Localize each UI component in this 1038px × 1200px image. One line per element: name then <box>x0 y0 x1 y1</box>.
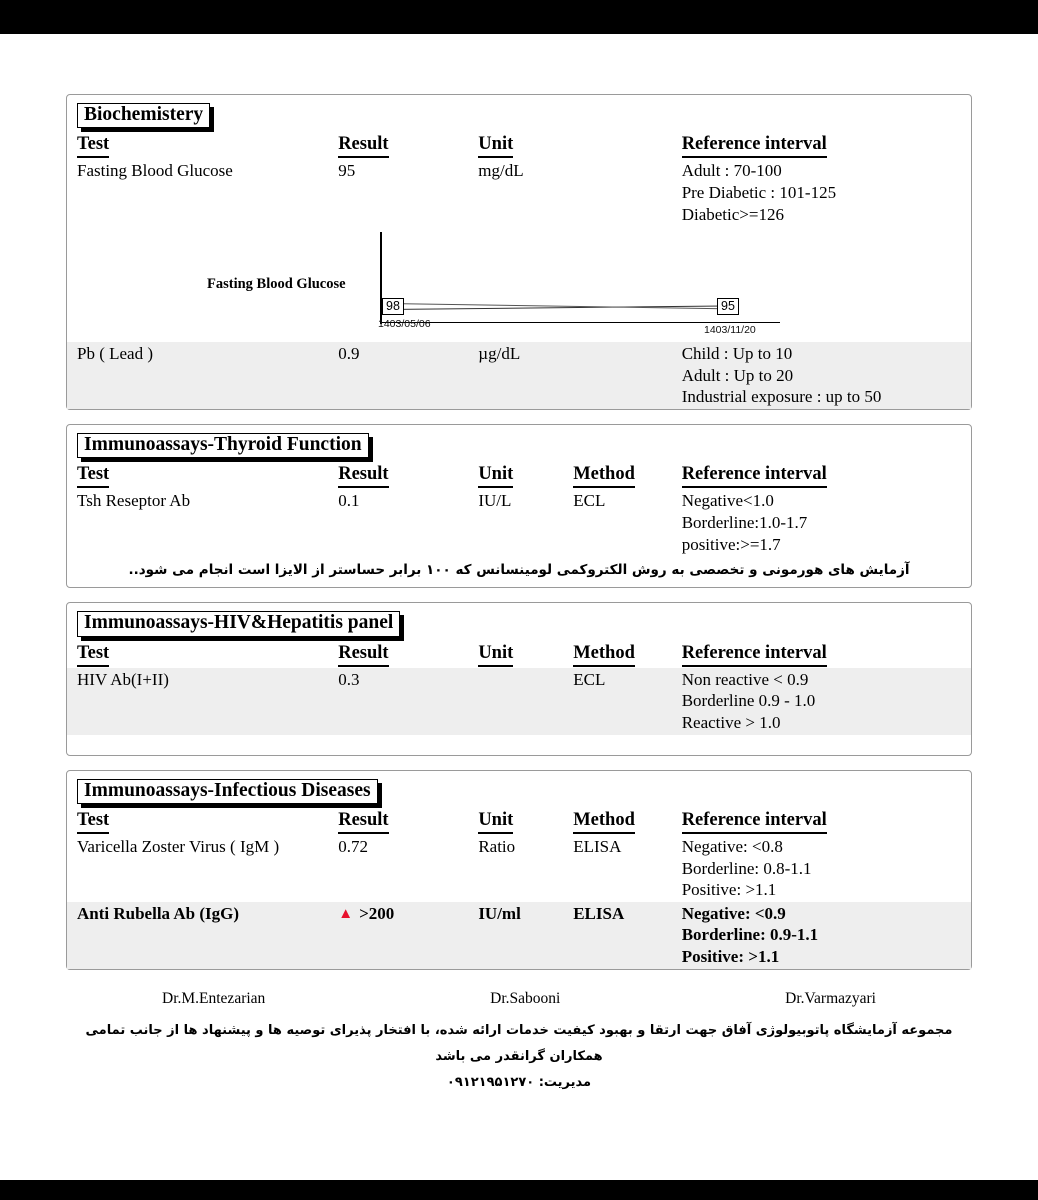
footer-line-2: مدیریت: ۰۹۱۲۱۹۵۱۲۷۰ <box>446 1074 592 1090</box>
cell-reference <box>682 835 971 902</box>
cell-method: ELISA <box>573 902 681 969</box>
column-header-method: Method <box>573 462 681 489</box>
cell-result <box>338 902 478 969</box>
column-header-test: Test <box>67 462 338 489</box>
reference-line: Non reactive < 0.9 <box>681 669 809 689</box>
reference-line: positive:>=1.7 <box>681 534 781 554</box>
signature-entezarian: Dr.M.Entezarian <box>162 989 266 1007</box>
cell-test: Pb ( Lead ) <box>67 342 338 409</box>
panel-title-wrap <box>67 771 971 808</box>
column-header-test: Test <box>67 808 338 835</box>
cell-unit: IU/L <box>478 491 512 511</box>
panel-title-wrap <box>67 425 971 462</box>
results-table <box>67 462 971 556</box>
table-header-row <box>67 641 971 668</box>
high-flag-icon: ▲ <box>338 905 354 922</box>
results-table <box>67 641 971 755</box>
panel-title-wrap <box>67 95 971 132</box>
table-row <box>67 902 971 969</box>
reference-line: Negative: <0.9 <box>681 903 786 923</box>
cell-test: Varicella Zoster Virus ( IgM ) <box>77 837 280 857</box>
reference-line: Pre Diabetic : 101-125 <box>681 183 837 203</box>
reference-line: Borderline:1.0-1.7 <box>681 512 808 532</box>
column-header-result: Result <box>338 132 478 159</box>
panel-title: Immunoassays-Thyroid Function <box>77 433 369 458</box>
signature-row <box>66 984 972 1008</box>
cell-test: Fasting Blood Glucose <box>77 161 233 181</box>
column-header-reference: Reference interval <box>682 808 971 835</box>
trend-chart <box>67 232 971 340</box>
cell-method: ECL <box>573 491 606 511</box>
table-row <box>67 835 971 902</box>
signature-varmazyari: Dr.Varmazyari <box>785 989 876 1007</box>
column-header-result: Result <box>338 808 478 835</box>
table-row <box>67 489 971 556</box>
column-header-test: Test <box>67 132 338 159</box>
report-sheet <box>0 34 1038 1096</box>
column-header-test: Test <box>67 641 338 668</box>
cell-method: ELISA <box>573 837 622 857</box>
footer-line-1: مجموعه آزمایشگاه پاتوبیولوژی آفاق جهت ارتقا و بهبود کیفیت خدمات ارائه شده، با افتخار پذیرای توصیه ها و پیشنهاد ها از جانب تمامی همکاران گرانقدر می باشد <box>85 1022 953 1064</box>
column-header-unit: Unit <box>478 132 681 159</box>
chart-point-date: 1403/11/20 <box>704 324 756 337</box>
reference-line: Borderline: 0.9-1.1 <box>681 925 819 945</box>
chart-point-date: 1403/05/06 <box>378 318 431 331</box>
panel-title: Immunoassays-HIV&Hepatitis panel <box>77 611 400 636</box>
chart-title: Fasting Blood Glucose <box>207 276 346 293</box>
reference-line: Negative: <0.8 <box>681 837 783 857</box>
reference-line: Adult : 70-100 <box>681 161 782 181</box>
cell-reference <box>682 342 971 409</box>
report-page <box>0 34 1038 1180</box>
panel-infectious-diseases <box>66 770 972 970</box>
table-spacer-row <box>67 735 971 755</box>
cell-unit: Ratio <box>478 837 516 857</box>
reference-line: Borderline 0.9 - 1.0 <box>681 691 816 711</box>
panel-hiv-hepatitis <box>66 602 972 755</box>
panel-title-wrap <box>67 603 971 640</box>
chart-point-label: 98 <box>382 298 404 315</box>
column-header-result: Result <box>338 641 478 668</box>
results-table <box>67 808 971 968</box>
panel-biochemistery <box>66 94 972 410</box>
cell-unit: mg/dL <box>478 161 524 181</box>
reference-line: Industrial exposure : up to 50 <box>681 387 882 407</box>
column-header-reference: Reference interval <box>682 641 971 668</box>
cell-unit: µg/dL <box>478 342 681 409</box>
cell-reference <box>682 902 971 969</box>
reference-line: Adult : Up to 20 <box>681 365 794 385</box>
cell-test: Anti Rubella Ab (IgG) <box>67 902 338 969</box>
reference-line: Reactive > 1.0 <box>681 713 781 733</box>
cell-result-value: >200 <box>359 903 395 923</box>
column-header-unit: Unit <box>478 462 573 489</box>
cell-result: 95 <box>338 161 356 181</box>
column-header-method: Method <box>573 641 681 668</box>
cell-unit: IU/ml <box>478 902 573 969</box>
signature-sabooni: Dr.Sabooni <box>490 989 561 1007</box>
cell-unit <box>478 668 573 735</box>
column-header-result: Result <box>338 462 478 489</box>
reference-line: Child : Up to 10 <box>681 344 793 364</box>
table-row <box>67 159 971 226</box>
column-header-method: Method <box>573 808 681 835</box>
cell-result: 0.1 <box>338 491 360 511</box>
panel-thyroid-function <box>66 424 972 588</box>
column-header-unit: Unit <box>478 641 573 668</box>
table-header-row <box>67 132 971 159</box>
cell-test: HIV Ab(I+II) <box>67 668 338 735</box>
results-table-continued <box>67 342 971 409</box>
column-header-reference: Reference interval <box>682 132 971 159</box>
panel-title: Biochemistery <box>77 103 210 128</box>
chart-point-label: 95 <box>717 298 739 315</box>
table-header-row <box>67 808 971 835</box>
cell-reference <box>682 159 971 226</box>
panel-title: Immunoassays-Infectious Diseases <box>77 779 378 804</box>
reference-line: Positive: >1.1 <box>681 946 780 966</box>
cell-result: 0.72 <box>338 837 368 857</box>
chart-x-axis <box>380 322 780 323</box>
reference-line: Negative<1.0 <box>681 491 774 511</box>
cell-reference <box>682 668 971 735</box>
results-table <box>67 132 971 226</box>
panel-note-persian: آزمایش های هورمونی و تخصصی به روش الکتروکمی لومینسانس که ۱۰۰ برابر حساستر از الایزا است انجام می شود.. <box>128 562 910 579</box>
table-row <box>67 342 971 409</box>
column-header-reference: Reference interval <box>682 462 971 489</box>
cell-method: ECL <box>573 668 681 735</box>
reference-line: Positive: >1.1 <box>681 880 777 900</box>
cell-result: 0.9 <box>338 342 478 409</box>
table-header-row <box>67 462 971 489</box>
column-header-unit: Unit <box>478 808 573 835</box>
footer-persian <box>66 1008 972 1096</box>
cell-reference <box>682 489 971 556</box>
reference-line: Borderline: 0.8-1.1 <box>681 858 812 878</box>
reference-line: Diabetic>=126 <box>681 204 784 224</box>
cell-result: 0.3 <box>338 668 478 735</box>
cell-test: Tsh Reseptor Ab <box>77 491 191 511</box>
table-row <box>67 668 971 735</box>
